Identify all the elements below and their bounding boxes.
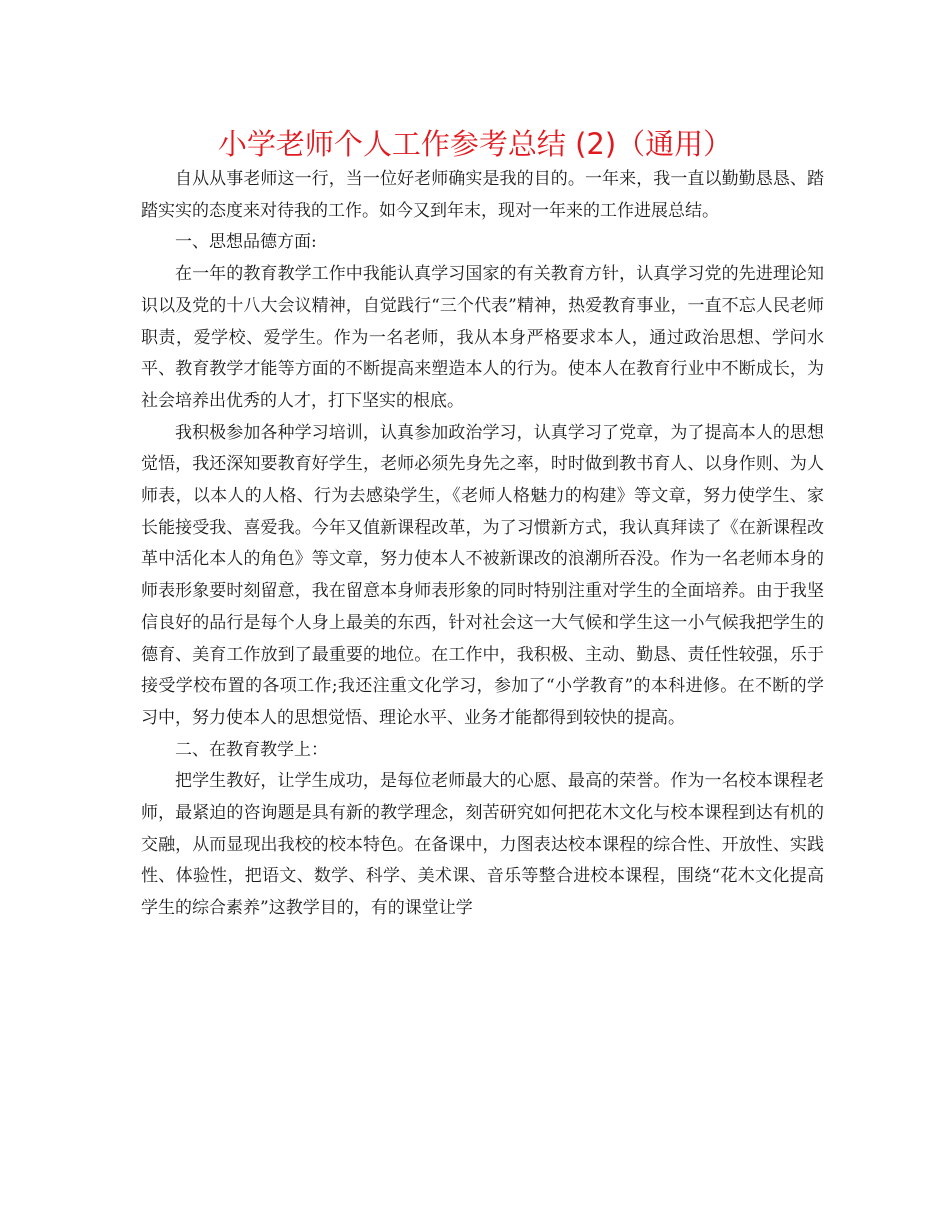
paragraph: 在一年的教育教学工作中我能认真学习国家的有关教育方针，认真学习党的先进理论知识以及党的十八大会议精神，自觉践行“三个代表”精神，热爱教育事业，一直不忘人民老师职责，爱学校、爱学生。作为一名老师，我从本身严格要求本人，通过政治思想、学问水平、教育教学才能等方面的不断提高来塑造本人的行为。使本人在教育行业中不断成长，为社会培养出优秀的人才，打下坚实的根底。 [141, 264, 824, 411]
section-heading: 一、思想品德方面: [175, 232, 317, 253]
document-body [141, 164, 824, 925]
paragraph: 自从从事老师这一行，当一位好老师确实是我的目的。一年来，我一直以勤勤恳恳、踏踏实实的态度来对待我的工作。如今又到年末，现对一年来的工作进展总结。 [141, 169, 824, 221]
section-heading: 二、在教育教学上： [175, 739, 328, 760]
paragraph: 把学生教好，让学生成功，是每位老师最大的心愿、最高的荣誉。作为一名校本课程老师，最紧迫的咨询题是具有新的教学理念，刻苦研究如何把花木文化与校本课程到达有机的交融，从而显现出我校的校本特色。在备课中，力图表达校本课程的综合性、开放性、实践性、体验性，把语文、数学、科学、美术课、音乐等整合进校本课程，围绕“花木文化提高学生的综合素养”这教学目的，有的课堂让学 [141, 771, 824, 919]
paragraph: 我积极参加各种学习培训，认真参加政治学习，认真学习了党章，为了提高本人的思想觉悟，我还深知要教育好学生，老师必须先身先之率，时时做到教书育人、以身作则、为人师表，以本人的人格、行为去感染学生，《老师人格魅力的构建》等文章，努力使学生、家长能接受我、喜爱我。今年又值新课程改革，为了习惯新方式，我认真拜读了《在新课程改革中活化本人的角色》等文章，努力使本人不被新课改的浪潮所吞没。作为一名老师本身的师表形象要时刻留意，我在留意本身师表形象的同时特别注重对学生的全面培养。由于我坚信良好的品行是每个人身上最美的东西，针对社会这一大气候和学生这一小气候我把学生的德育、美育工作放到了最重要的地位。在工作中，我积极、主动、勤恳、责任性较强，乐于接受学校布置的各项工作;我还注重文化学习，参加了“小学教育”的本科进修。在不断的学习中，努力使本人的思想觉悟、理论水平、业务才能都得到较快的提高。 [141, 422, 824, 728]
document-title: 小学老师个人工作参考总结 (2)（通用） [217, 127, 733, 161]
